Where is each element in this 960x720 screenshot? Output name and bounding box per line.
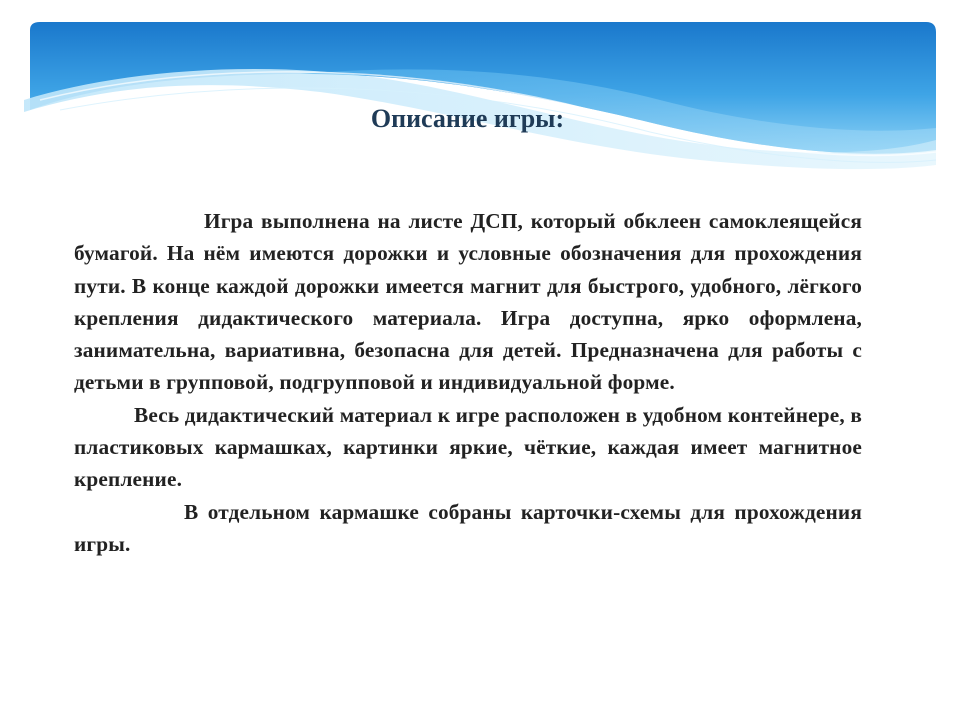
slide-title: Описание игры: xyxy=(370,104,565,133)
paragraph-2: Весь дидактический материал к игре расположен в удобном контейнере, в пластиковых кармашках, картинки яркие, чёткие, каждая имеет магнитное крепление. xyxy=(74,402,862,492)
paragraph-3: В отдельном кармашке собраны карточки-схемы для прохождения игры. xyxy=(74,499,862,556)
description-body xyxy=(74,205,862,560)
paragraph-1: Игра выполнена на листе ДСП, который обклеен самоклеящейся бумагой. На нём имеются дорожки и условные обозначения для прохождения пути. В конце каждой дорожки имеется магнит для быстрого, удобного, лёгкого крепления дидактического материала. Игра доступна, ярко оформлена, занимательна, вариативна, безопасна для детей. Предназначена для работы с детьми в групповой, подгрупповой и индивидуальной форме. xyxy=(74,209,862,395)
wave-banner-decoration xyxy=(0,0,960,200)
